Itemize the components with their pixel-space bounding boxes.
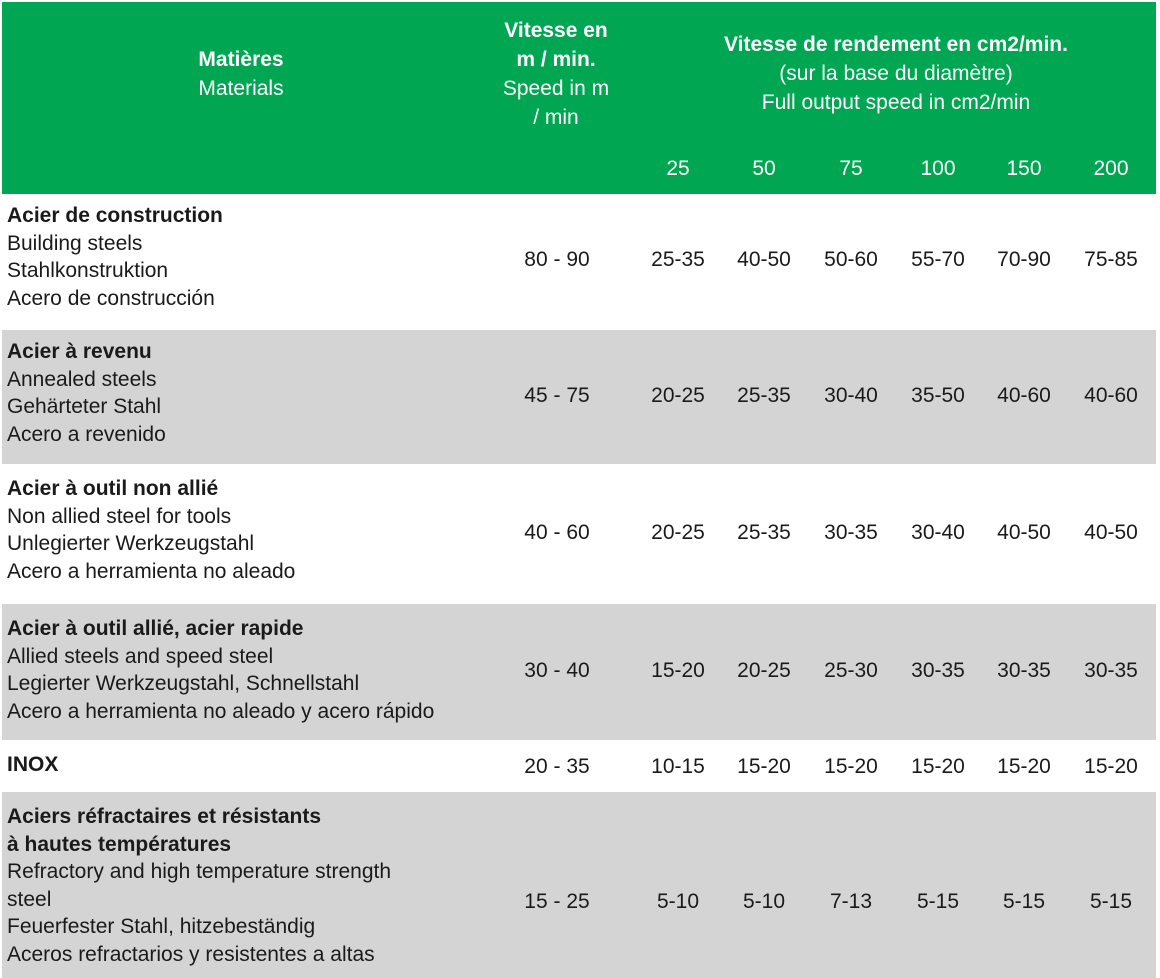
header-speed-en-1: Speed in m <box>502 77 610 100</box>
table-row <box>2 740 1156 792</box>
material-translation: steel <box>7 887 52 911</box>
output-speed-cell-50: 20-25 <box>737 659 791 682</box>
material-cell <box>7 338 166 448</box>
material-title: INOX <box>7 753 59 776</box>
table-row <box>2 194 1156 330</box>
output-speed-cell-200: 15-20 <box>1084 755 1138 778</box>
output-speed-cell-25: 25-35 <box>651 248 705 271</box>
header-diameter-columns <box>2 154 1156 184</box>
cutting-speed-table <box>2 2 1156 978</box>
material-translation: Stahlkonstruktion <box>7 259 169 282</box>
output-speed-cell-50: 5-10 <box>742 890 786 913</box>
material-translation: Unlegierter Werkzeugstahl <box>7 532 255 555</box>
output-speed-cell-50: 15-20 <box>737 755 791 778</box>
output-speed-cell-200: 30-35 <box>1084 659 1138 682</box>
header-diameter-75: 75 <box>839 157 863 180</box>
material-cell <box>7 475 295 585</box>
table-row <box>2 604 1156 740</box>
output-speed-cell-200: 40-60 <box>1084 384 1138 407</box>
output-speed-cell-150: 5-15 <box>1002 890 1046 913</box>
output-speed-cell-100: 15-20 <box>911 755 965 778</box>
header-output-en: Full output speed in cm2/min <box>761 91 1031 114</box>
output-speed-cell-100: 35-50 <box>911 384 965 407</box>
material-cell <box>7 803 391 968</box>
material-title-line-2: à hautes températures <box>7 832 232 856</box>
output-speed-cell-100: 5-15 <box>916 890 960 913</box>
speed-cell: 45 - 75 <box>524 384 590 407</box>
header-speed-fr-1: Vitesse en <box>504 19 608 42</box>
material-translation: Acero a revenido <box>7 422 166 446</box>
material-title: Aciers réfractaires et résistants <box>7 805 322 828</box>
output-speed-cell-100: 55-70 <box>911 248 965 271</box>
output-speed-cell-150: 70-90 <box>997 248 1051 271</box>
output-speed-cell-75: 30-35 <box>824 521 878 544</box>
output-speed-cell-75: 25-30 <box>824 659 878 682</box>
speed-cell: 20 - 35 <box>524 755 590 778</box>
output-speed-cell-25: 15-20 <box>651 659 705 682</box>
header-output-note: (sur la base du diamètre) <box>779 62 1013 85</box>
material-translation: Gehärteter Stahl <box>7 395 162 418</box>
output-speed-cell-50: 40-50 <box>737 248 791 271</box>
speed-cell: 80 - 90 <box>524 248 590 271</box>
header-speed-en-2: / min <box>533 106 579 129</box>
material-translation: Feuerfester Stahl, hitzebeständig <box>7 915 316 938</box>
header-diameter-150: 150 <box>1006 157 1042 180</box>
material-translation: Aceros refractarios y resistentes a altas <box>7 942 375 966</box>
output-speed-cell-150: 40-50 <box>997 521 1051 544</box>
output-speed-cell-200: 40-50 <box>1084 521 1138 544</box>
output-speed-cell-25: 20-25 <box>651 384 705 407</box>
table-row <box>2 792 1156 978</box>
output-speed-cell-75: 50-60 <box>824 248 878 271</box>
table-body <box>2 194 1156 978</box>
output-speed-cell-25: 10-15 <box>651 755 705 778</box>
output-speed-cell-75: 15-20 <box>824 755 878 778</box>
header-materials-fr: Matières <box>198 48 284 71</box>
material-translation: Refractory and high temperature strength <box>7 860 392 883</box>
material-title: Acier à outil allié, acier rapide <box>7 617 304 640</box>
output-speed-cell-150: 15-20 <box>997 755 1051 778</box>
output-speed-cell-25: 20-25 <box>651 521 705 544</box>
output-speed-cell-50: 25-35 <box>737 384 791 407</box>
output-speed-cell-150: 30-35 <box>997 659 1051 682</box>
material-title: Acier de construction <box>7 204 223 227</box>
header-diameter-200: 200 <box>1093 157 1129 180</box>
table-row <box>2 330 1156 464</box>
output-speed-cell-200: 5-15 <box>1089 890 1133 913</box>
header-speed-fr-2: m / min. <box>516 48 596 71</box>
material-translation: Legierter Werkzeugstahl, Schnellstahl <box>7 672 360 695</box>
header-diameter-50: 50 <box>752 157 776 180</box>
material-cell <box>7 751 58 779</box>
output-speed-cell-50: 25-35 <box>737 521 791 544</box>
material-translation: Building steels <box>7 231 143 255</box>
output-speed-cell-100: 30-40 <box>911 521 965 544</box>
material-translation: Acero a herramienta no aleado <box>7 559 296 583</box>
output-speed-cell-150: 40-60 <box>997 384 1051 407</box>
material-cell <box>7 615 434 725</box>
output-speed-cell-75: 7-13 <box>829 890 873 913</box>
speed-cell: 30 - 40 <box>524 659 590 682</box>
header-diameter-25: 25 <box>666 157 690 180</box>
header-diameter-100: 100 <box>920 157 956 180</box>
material-translation: Annealed steels <box>7 367 157 391</box>
material-translation: Non allied steel for tools <box>7 504 232 528</box>
header-output-fr: Vitesse de rendement en cm2/min. <box>724 33 1068 56</box>
speed-cell: 15 - 25 <box>524 890 590 913</box>
output-speed-cell-25: 5-10 <box>656 890 700 913</box>
output-speed-cell-75: 30-40 <box>824 384 878 407</box>
speed-cell: 40 - 60 <box>524 521 590 544</box>
material-cell <box>7 202 223 312</box>
material-title: Acier à revenu <box>7 340 152 363</box>
table-header <box>2 2 1156 194</box>
header-speed <box>480 16 632 132</box>
material-translation: Allied steels and speed steel <box>7 644 274 668</box>
output-speed-cell-200: 75-85 <box>1084 248 1138 271</box>
material-translation: Acero a herramienta no aleado y acero rápido <box>7 699 435 723</box>
material-translation: Acero de construcción <box>7 286 215 310</box>
table-row <box>2 464 1156 604</box>
header-output <box>636 30 1156 117</box>
header-materials-en: Materials <box>198 77 284 100</box>
header-materials <box>2 45 480 103</box>
output-speed-cell-100: 30-35 <box>911 659 965 682</box>
material-title: Acier à outil non allié <box>7 477 219 500</box>
